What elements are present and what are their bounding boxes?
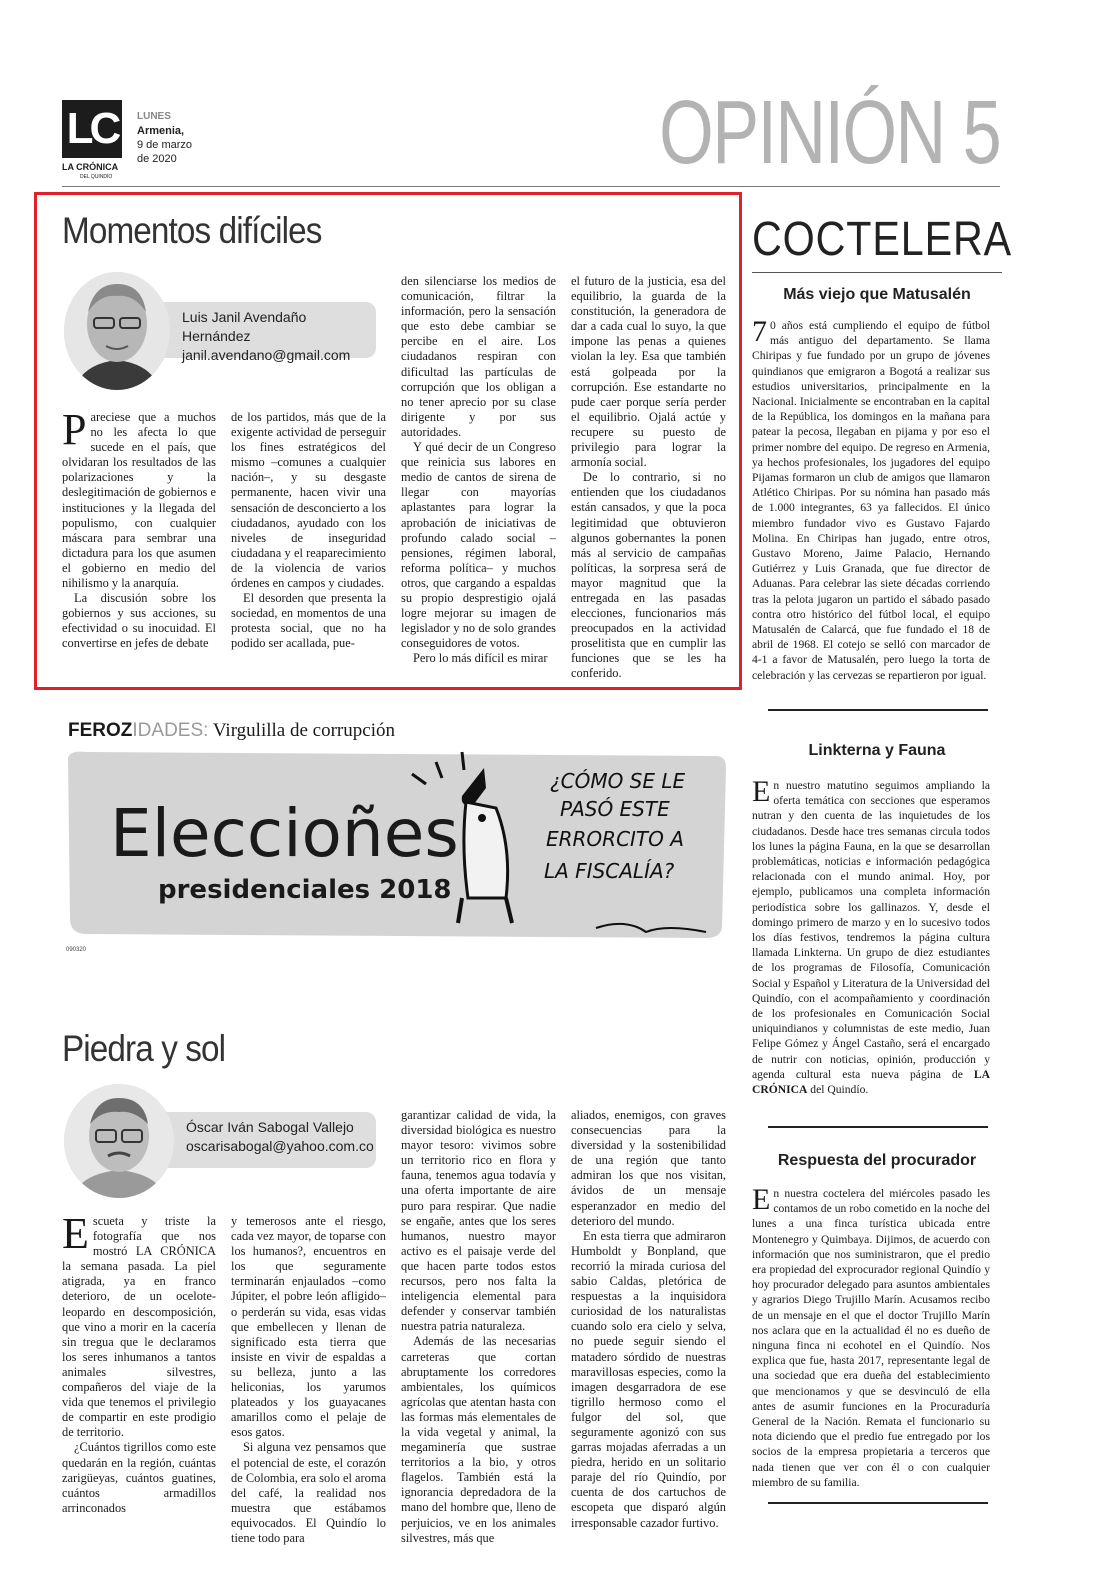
article-1-author: Luis Janil Avendaño Hernández bbox=[182, 309, 307, 344]
editorial-cartoon bbox=[66, 748, 730, 944]
sidebar-item-2-body-b: del Quindío. bbox=[807, 1083, 869, 1097]
cartoon-speech-4: LA FISCALÍA? bbox=[544, 859, 675, 883]
article-2-col2-p1: y temerosos ante el riesgo, cada vez mayor, de toparse con los humanos?, encuentros en los que seguramente terminarán enjaulados –como Júpiter, el pobre león afligido– o perderán su vida, esas vidas que embellecen y llenan de significado esta tierra que insiste en vivir de espaldas a su belleza, junto a las heliconias, los yarumos plateados y los guayacanes amarillos como el pelaje de esos gatos. bbox=[231, 1214, 386, 1440]
article-2-author: Óscar Iván Sabogal Vallejo bbox=[186, 1119, 354, 1135]
cartoon-drawing bbox=[66, 748, 730, 944]
article-2-column-1 bbox=[62, 1209, 216, 1516]
article-2-dropcap: E bbox=[62, 1209, 89, 1258]
article-1-col2-p2: El desorden que presenta la sociedad, en momentos de una protesta social, que no ha podido ser acallada, pue- bbox=[231, 591, 386, 651]
article-2-title: Piedra y sol bbox=[62, 1028, 226, 1069]
logo-subtitle: DEL QUINDÍO bbox=[80, 174, 113, 180]
cartoon-speech-3: ERRORCITO A bbox=[546, 827, 684, 851]
article-1-col4-p2: De lo contrario, si no entienden que los ciudadanos están cansados, y que la poca legitimidad que obtuvieron algunos gobernantes la ponen más al servicio de campañas políticas, la sorpresa será de mayor magnitud que la entregada en las pasadas elecciones, funcionarios más preocupados en la actividad proselitista que en cumplir las funciones que se les ha conferido. bbox=[571, 470, 726, 681]
sidebar-item-2-cap: E bbox=[752, 775, 771, 808]
article-2-col3-p1: garantizar calidad de vida, la diversidad biológica es nuestro mayor tesoro: vivimos sobre un territorio rico en flora y fauna, tenemos agua todavía y una oferta importante de aire puro para respirar. Que nadie se engañe, antes que los seres humanos, nuestro mayor activo es el paisaje verde del que hacen parte todos estos recursos, pero nos falta la inteligencia elemental para defender y conservar también nuestra patria naturaleza. bbox=[401, 1108, 556, 1334]
header-rule bbox=[62, 186, 1000, 187]
cartoon-code: 090320 bbox=[66, 947, 87, 953]
article-1-col1-text: areciese que a muchos no les afecta lo que sucede en el país, que olvidaran los resultados de las polarizaciones y la deslegitimación de gobiernos e instituciones y la llegada del populismo, con cualquier máscara para sembrar una dictadura para los que asumen el gobierno en medio del nihilismo y la anarquía. bbox=[62, 410, 216, 591]
logo-mark: LC bbox=[62, 100, 122, 158]
sidebar-divider-3 bbox=[768, 1502, 988, 1504]
sidebar-item-2-title: Linkterna y Fauna bbox=[808, 742, 946, 759]
article-1-col2-p1: de los partidos, más que de la exigente actividad de perseguir los fines estratégicos del mismo –comunes a cualquier nación–, y su desgaste permanente, hacen vivir una sensación de desconcierto a los ciudadanos, ayudado con los niveles de inseguridad ciudadana y el reaparecimiento de la violencia de varios órdenes en campos y ciudades. bbox=[231, 410, 386, 591]
sidebar-item-2-text bbox=[752, 775, 990, 1097]
article-2-col1-p2: ¿Cuántos tigrillos como este quedarán en la región, cuántas zarigüeyas, cuántos guatines, cuántos armadillos arrinconados bbox=[62, 1440, 216, 1515]
article-1-col3-p2: Y qué decir de un Congreso que reinicia sus labores en medio de cantos de sirena de llegar con mayorías aplastantes para lograr la aprobación de iniciativas de profundo calado social –pensiones, régimen laboral, reforma política– y muchos otros, que cargando a espaldas su propio desprestigio ojalá logre mejorar su imagen de legislador y no de solo grandes conseguidores de votos. bbox=[401, 440, 556, 651]
article-1-col1-p2: La discusión sobre los gobiernos y sus acciones, su efectividad o su inocuidad. El convertirse en jefes de debate bbox=[62, 591, 216, 651]
article-1-column-1 bbox=[62, 405, 216, 652]
dateline-date-2: de 2020 bbox=[137, 153, 177, 165]
cartoon-label bbox=[68, 720, 395, 742]
article-1-column-4 bbox=[571, 274, 726, 682]
author-portrait-2 bbox=[64, 1084, 174, 1198]
article-2-col3-p2: Además de las necesarias carreteras que cortan abruptamente los corredores ambientales, los químicos agrícolas que atentan hasta con las formas más elementales de la vida vegetal y animal, la megaminería que sustrae territorios a la bio, y otros flagelos. También está la ignorancia depredadora de la mano del hombre que, lleno de perjuicios, ve en los animales silvestres, más que bbox=[401, 1334, 556, 1545]
article-1-col3-p1: den silenciarse los medios de comunicación, filtrar la información, pero la sensación que esto debe cambiar se percibe en el aire. Los ciudadanos respiran con dificultad las partículas de corrupción que los obligan a no tener aprecio por su clase dirigente y por sus autoridades. bbox=[401, 274, 556, 439]
article-1-title: Momentos difíciles bbox=[62, 210, 322, 251]
article-2-column-2 bbox=[231, 1214, 386, 1546]
cartoon-big-word: Eleccioñes bbox=[110, 795, 459, 872]
article-2-column-3 bbox=[401, 1108, 556, 1546]
cartoon-label-gray: IDADES: bbox=[132, 720, 209, 741]
sidebar-item-1-cap: 7 bbox=[752, 315, 767, 348]
author-photo-1 bbox=[64, 272, 170, 390]
newspaper-logo bbox=[62, 100, 128, 184]
dateline-date-1: 9 de marzo bbox=[137, 139, 193, 151]
sidebar-divider-2 bbox=[768, 1126, 988, 1128]
logo-name: LA CRÓNICA bbox=[62, 162, 119, 172]
article-1-email[interactable]: janil.avendano@gmail.com bbox=[182, 347, 351, 363]
article-1-byline bbox=[140, 302, 376, 363]
cartoon-label-bold: FEROZ bbox=[68, 720, 133, 741]
cartoon-speech-1: ¿CÓMO SE LE bbox=[550, 769, 686, 793]
sidebar-divider-1 bbox=[768, 709, 988, 711]
sidebar-item-3-cap: E bbox=[752, 1183, 771, 1216]
article-2-col1-text: scueta y triste la fotografía que nos mostró LA CRÓNICA la semana pasada. La piel atigrada, ya en franco deterioro, de un ocelote-leopardo en descomposición, que vino a morir en la cacería sin tregua que le declaramos los seres inhumanos a tantos animales silvestres, compañeros del viaje de la vida que tenemos el privilegio de compartir en este prodigio de territorio. bbox=[62, 1214, 216, 1440]
dateline-day: LUNES bbox=[137, 111, 171, 122]
sidebar-item-3-text bbox=[752, 1183, 990, 1490]
sidebar-title: COCTELERA bbox=[752, 213, 1013, 266]
article-1-dropcap: P bbox=[62, 405, 87, 454]
sidebar-item-2-bold: LA CRÓNICA bbox=[752, 1067, 990, 1097]
dateline bbox=[137, 110, 192, 166]
dateline-city: Armenia, bbox=[137, 125, 185, 137]
article-2-column-4 bbox=[571, 1108, 726, 1531]
article-1-col4-p1: el futuro de la justicia, esa del equilibrio, la guarda de la constitución, la generadora de dar a cada cual lo suyo, la que impone las penas a quienes violan la ley. Esa que también está golpeada por la corrupción. Ese estandarte no pude caer porque sería perder el equilibrio. Ojalá actúe y recupere su puesto de privilegio para lograr la armonía social. bbox=[571, 274, 726, 470]
sidebar-rule bbox=[752, 272, 1002, 273]
article-2-col4-p2: En esta tierra que admiraron Humboldt y Bonpland, que recorrió la mirada curiosa del sabio Caldas, pletórica de respuestas a la inquisidora curiosidad de los naturalistas cuando solo era cielo y selva, no puede seguir siendo el matadero sórdido de nuestras maravillosas especies, como la imagen desgarradora de ese tigrillo hermoso como el fulgor del sol, que seguramente agonizó con sus garras mojadas aferradas a un piedra, herido en un solitario paraje del río Quindío, por cuenta de dos cartuchos de escopeta que disparó algún irresponsable cazador furtivo. bbox=[571, 1228, 726, 1530]
cartoon-sub-word: presidenciales 2018 bbox=[158, 875, 452, 905]
author-photo-2 bbox=[64, 1084, 174, 1198]
article-1-column-3 bbox=[401, 274, 556, 666]
sidebar-item-1-body: 0 años está cumpliendo el equipo de fútbol más antiguo del departamento. Se llama Chiripas y fue fundado por un grupo de jóvenes quindianos que emigraron a Bogotá a realizar sus estudios universitarios, principalmente en la Nacional. Inicialmente se encontraban en la capital de la República, los domingos en la mañana para patear la pecosa, llegaban en pijama y por eso el primer nombre del equipo. De regreso en Armenia, ya hechos profesionales, los jugadores del equipo Pijamas formaron un club de amigos que llamaron Atlético Chiripas. Por su nómina han pasado más de 1.000 integrantes, 63 ya fallecidos. El único miembro fundador vivo es Gustavo Fajardo Molina. En Chiripas han jugado, entre otros, Gustavo Moreno, Jaime Palacio, Hernando Gutiérrez y Luis Granada, que fue director de Aduanas. Para celebrar las siete décadas corriendo tras la pelota jugaron un partido el sábado pasado contra otro histórico del fútbol local, el equipo Matusalén de Calarcá, que fue fundado el 18 de abril de 1968. El cotejo se selló con marcador de 4-1 a favor de Matusalén, pero luego la torta de celebración y las cervezas se repartieron por igual. bbox=[752, 319, 990, 682]
cartoon-title: Virgulilla de corrupción bbox=[212, 720, 395, 741]
article-2-col2-p2: Si alguna vez pensamos que el potencial de este, el corazón de Colombia, era solo el aroma del café, la realidad nos muestra que estábamos equivocados. El Quindío lo tiene todo para bbox=[231, 1440, 386, 1545]
section-heading: OPINIÓN 5 bbox=[659, 83, 1000, 183]
article-1-col3-p3: Pero lo más difícil es mirar bbox=[413, 651, 548, 666]
article-1-column-2 bbox=[231, 410, 386, 652]
sidebar-item-1-text bbox=[752, 315, 990, 683]
article-2-email[interactable]: oscarisabogal@yahoo.com.co bbox=[186, 1138, 374, 1154]
cartoon-speech-2: PASÓ ESTE bbox=[560, 797, 670, 821]
sidebar-item-3-title: Respuesta del procurador bbox=[777, 1152, 977, 1169]
article-2-col4-p1: aliados, enemigos, con graves consecuencias para la diversidad y la sostenibilidad de una región que tanto admiran los que nos visitan, ávidos de un mensaje esperanzador en medio del deterioro del mundo. bbox=[571, 1108, 726, 1228]
author-portrait-1 bbox=[64, 272, 170, 390]
sidebar-item-3-body: n nuestra coctelera del miércoles pasado les contamos de un robo cometido en la noche del lunes a una finca turística ubicada entre Montenegro y Quimbaya. Dijimos, de acuerdo con información que nos suministraron, que el predio era propiedad del exprocurador regional Quindío y hoy procurador delegado para asuntos ambientales y agrarios Diego Trujillo Marín. Acusamos recibo de un mensaje en el que el doctor Trujillo Marín nos aclara que en la actualidad él no es dueño de ninguna finca ni ecohotel en el Quindío. Nos explica que fue, hasta 2017, representante legal de una sociedad que era dueña del establecimiento que mencionamos y que se desvinculó de ella antes de asumir funciones en la Procuraduría General de la Nación. Remata el funcionario su nota diciendo que el predio fue entregado por los socios de la empresa propietaria a terceros que nada tienen que ver con él o con cualquier miembro de su familia. bbox=[752, 1187, 990, 1489]
article-2-byline bbox=[140, 1112, 376, 1168]
sidebar-item-2-body-a: n nuestro matutino seguimos ampliando la oferta temática con secciones que esperamos nutran y den cuenta de las inquietudes de los ciudadanos. Desde hace tres semanas circula todos los lunes la página Fauna, en la que se desarrollan problemáticas, noticias e información pedagógica relacionada con el mundo animal. Hoy, por ejemplo, publicamos una completa información periodística sobre los gallinazos. Y, desde el domingo primero de marzo y en lo sucesivo todos los días festivos, tendremos la página cultura llamada Linkterna. Un grupo de diez estudiantes de los programas de Filosofía, Comunicación Social y Español y Literatura de la Universidad del Quindío, con el acompañamiento y coordinación de los profesionales en Comunicación Social uniquindianos y columnistas de este medio, Juan Felipe Gómez y Ángel Castaño, será el encargado de nutrir con noticias, opinión, producción y agenda cultural esta nueva página de bbox=[752, 779, 990, 1081]
sidebar-item-1-title: Más viejo que Matusalén bbox=[783, 286, 971, 303]
